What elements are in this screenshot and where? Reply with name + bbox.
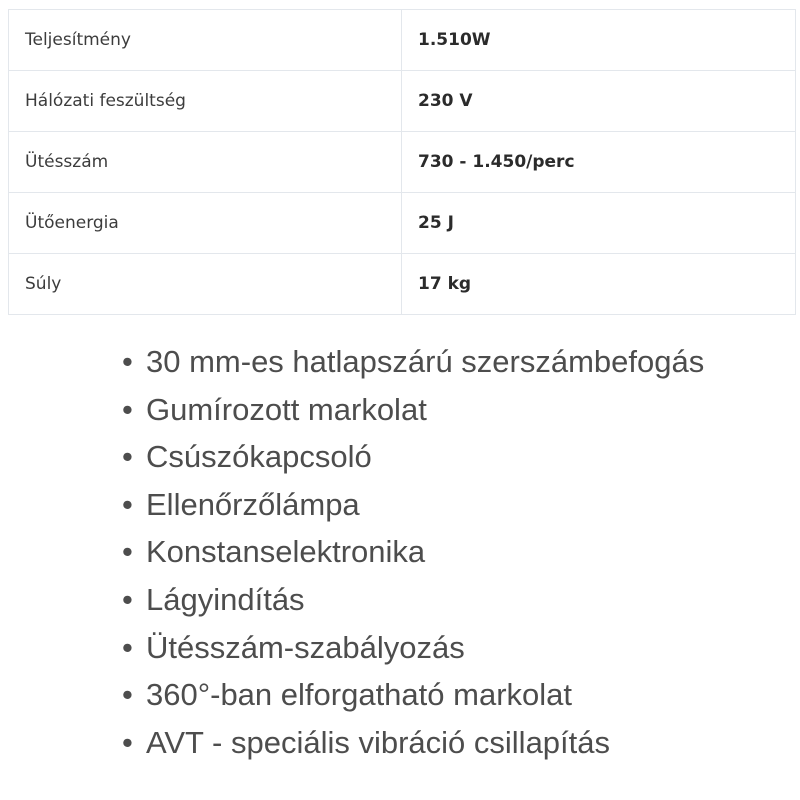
feature-text: 30 mm-es hatlapszárú szerszámbefogás (146, 344, 705, 379)
spec-value: 230 V (402, 71, 796, 132)
bullet-icon: • (122, 534, 133, 570)
feature-text: AVT - speciális vibráció csillapítás (146, 724, 611, 760)
feature-text: Ellenőrzőlámpa (146, 486, 360, 522)
bullet-icon: • (122, 677, 133, 713)
feature-text: Konstanselektronika (146, 534, 426, 570)
list-item (122, 576, 704, 624)
spec-value: 25 J (402, 193, 796, 254)
list-item (122, 386, 704, 434)
spec-label: Hálózati feszültség (9, 71, 402, 132)
list-item (122, 671, 704, 719)
feature-text: Ütésszám-szabályozás (146, 629, 465, 665)
list-item (122, 719, 704, 767)
spec-value: 17 kg (402, 254, 796, 315)
spec-label: Teljesítmény (9, 10, 402, 71)
bullet-icon: • (122, 391, 133, 427)
bullet-icon: • (122, 581, 133, 617)
bullet-icon: • (122, 629, 133, 665)
list-item (122, 481, 704, 529)
bullet-icon: • (122, 724, 133, 760)
table-row (9, 132, 796, 193)
spec-table (8, 9, 796, 315)
list-item (122, 338, 704, 386)
bullet-icon: • (122, 486, 133, 522)
feature-text: 360°-ban elforgatható markolat (146, 677, 572, 713)
table-row (9, 10, 796, 71)
table-row (9, 71, 796, 132)
table-row (9, 193, 796, 254)
spec-value: 730 - 1.450/perc (402, 132, 796, 193)
bullet-icon: • (122, 344, 133, 379)
spec-label: Súly (9, 254, 402, 315)
spec-value: 1.510W (402, 10, 796, 71)
spec-label: Ütésszám (9, 132, 402, 193)
feature-text: Csúszókapcsoló (146, 439, 372, 475)
feature-list (122, 338, 704, 766)
feature-text: Gumírozott markolat (146, 391, 427, 427)
list-item (122, 624, 704, 672)
table-row (9, 254, 796, 315)
list-item (122, 433, 704, 481)
bullet-icon: • (122, 439, 133, 475)
spec-label: Ütőenergia (9, 193, 402, 254)
feature-text: Lágyindítás (146, 581, 305, 617)
list-item (122, 528, 704, 576)
